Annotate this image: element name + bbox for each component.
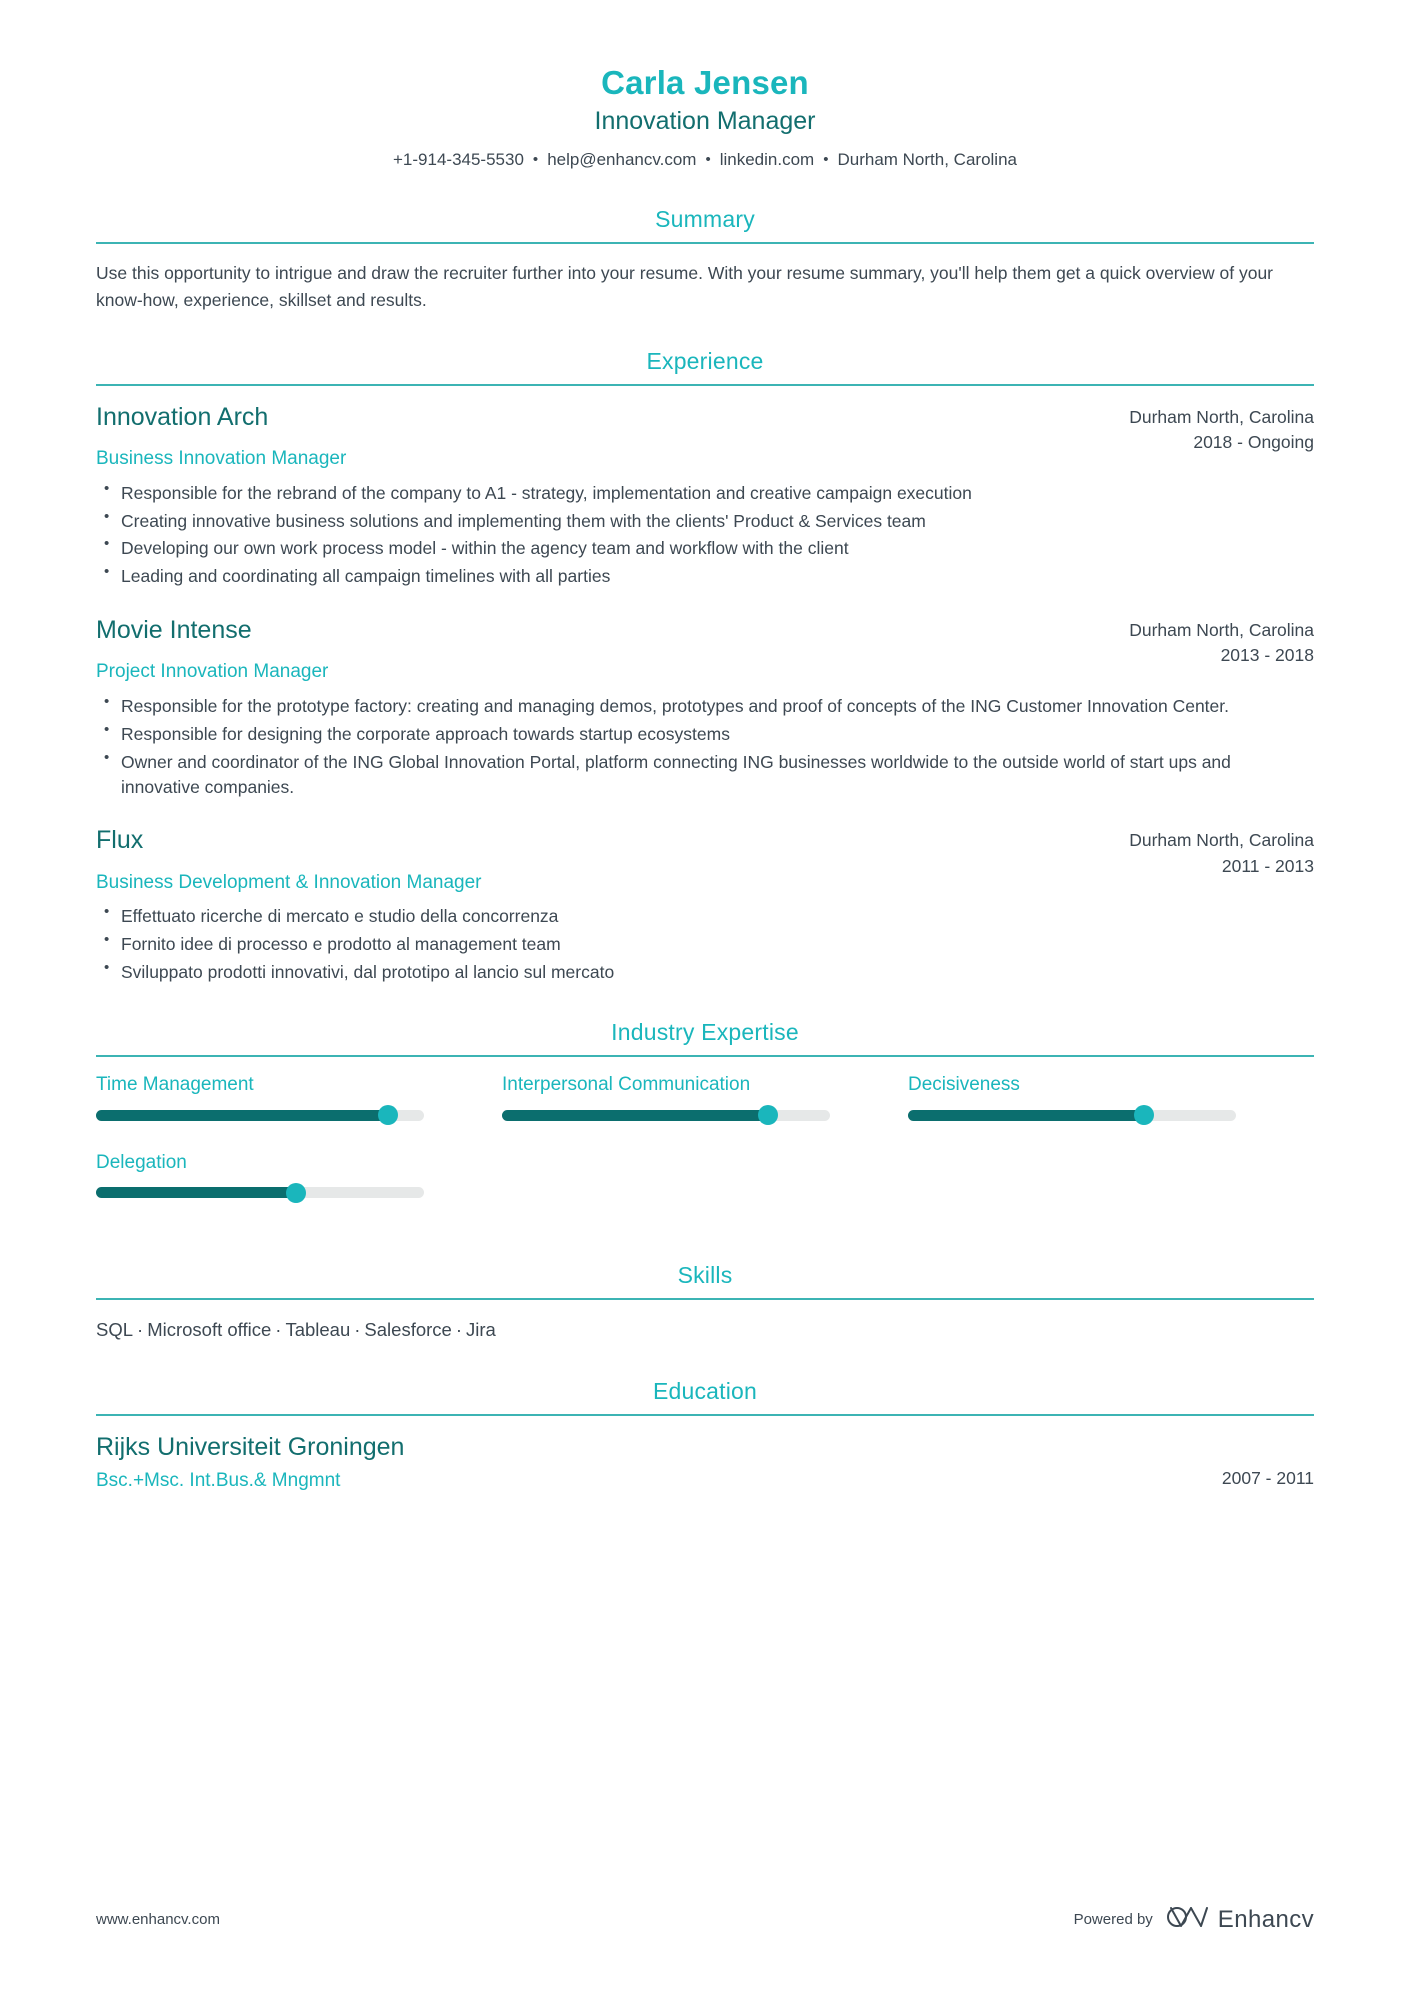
- skill-item: Microsoft office: [147, 1319, 272, 1341]
- expertise-slider[interactable]: [908, 1073, 1314, 1121]
- education-dates: 2007 - 2011: [1221, 1468, 1314, 1489]
- experience-entry: [96, 402, 1314, 589]
- slider-fill: [908, 1110, 1144, 1121]
- education-entry-main: [96, 1432, 1222, 1494]
- experience-entry-header: [96, 402, 1314, 472]
- expertise-slider[interactable]: [96, 1073, 502, 1121]
- company-name: Movie Intense: [96, 616, 252, 645]
- contact-item[interactable]: linkedin.com: [719, 149, 815, 169]
- degree-name: Bsc.+Msc. Int.Bus.& Mngmnt: [96, 1470, 341, 1492]
- job-bullet: • Responsible for the prototype factory: creating and managing demos, prototypes and proof of concepts of the ING Customer Innovation Center.: [96, 694, 1314, 719]
- expertise-label: Interpersonal Communication: [501, 1073, 751, 1095]
- experience-entry-main: [96, 825, 1129, 895]
- job-bullet: • Responsible for designing the corporate approach towards startup ecosystems: [96, 722, 1314, 747]
- job-bullet: • Owner and coordinator of the ING Global Innovation Portal, platform connecting ING businesses worldwide to the outside world of start ups and innovative companies.: [96, 750, 1314, 800]
- contact-line: [96, 148, 1314, 172]
- section-title-summary: Summary: [655, 205, 755, 232]
- enhancv-brand-name: Enhancv: [1217, 1905, 1314, 1933]
- job-location: Durham North, Carolina: [1129, 406, 1314, 427]
- resume-header: [96, 62, 1314, 172]
- expertise-label: Decisiveness: [907, 1073, 1020, 1095]
- skill-item: SQL: [96, 1319, 134, 1341]
- job-bullet: • Creating innovative business solutions and implementing them with the clients' Product & Services team: [96, 509, 1314, 534]
- experience-entry-main: [96, 615, 1129, 685]
- contact-separator: •: [823, 150, 829, 168]
- contact-item[interactable]: Durham North, Carolina: [837, 149, 1017, 169]
- job-bullet: • Responsible for the rebrand of the company to A1 - strategy, implementation and creative campaign execution: [96, 481, 1314, 506]
- section-title-experience: Experience: [646, 347, 764, 374]
- job-bullet: • Leading and coordinating all campaign timelines with all parties: [96, 564, 1314, 589]
- contact-item[interactable]: +1-914-345-5530: [393, 149, 524, 169]
- contact-separator: •: [705, 150, 711, 168]
- skills-line: [96, 1316, 1314, 1344]
- job-dates: 2011 - 2013: [1221, 855, 1314, 876]
- expertise-body: [96, 1057, 1314, 1229]
- experience-list: [96, 386, 1314, 985]
- job-dates: 2018 - Ongoing: [1193, 431, 1314, 452]
- candidate-name: Carla Jensen: [601, 64, 809, 101]
- skill-item: Tableau: [285, 1319, 351, 1341]
- expertise-slider[interactable]: [502, 1073, 908, 1121]
- slider-track[interactable]: [96, 1110, 424, 1121]
- section-skills: [96, 1262, 1314, 1344]
- slider-knob[interactable]: [758, 1105, 778, 1125]
- experience-entry-main: [96, 402, 1129, 472]
- page-footer: [96, 1904, 1314, 1935]
- contact-item[interactable]: help@enhancv.com: [547, 149, 697, 169]
- candidate-job-title: Innovation Manager: [594, 107, 816, 136]
- section-summary: [96, 206, 1314, 314]
- education-list: [96, 1416, 1314, 1494]
- job-bullet: • Effettuato ricerche di mercato e studio della concorrenza: [96, 904, 1314, 929]
- section-title-skills: Skills: [677, 1262, 733, 1289]
- slider-knob[interactable]: [1134, 1105, 1154, 1125]
- experience-entry: [96, 615, 1314, 799]
- experience-entry-meta: [1129, 615, 1314, 667]
- slider-track[interactable]: [96, 1187, 424, 1198]
- job-role-title: Project Innovation Manager: [96, 661, 329, 683]
- expertise-label: Delegation: [96, 1151, 187, 1173]
- experience-entry-header: [96, 615, 1314, 685]
- footer-url[interactable]: www.enhancv.com: [96, 1911, 220, 1928]
- skill-separator: ·: [354, 1319, 361, 1341]
- experience-entry: [96, 825, 1314, 984]
- school-name: Rijks Universiteit Groningen: [96, 1433, 405, 1462]
- job-role-title: Business Development & Innovation Manager: [96, 871, 482, 893]
- job-bullet: • Fornito idee di processo e prodotto al management team: [96, 932, 1314, 957]
- job-bullet-list: [96, 481, 1314, 589]
- education-entry: [96, 1432, 1314, 1494]
- job-dates: 2013 - 2018: [1220, 645, 1314, 666]
- slider-fill: [96, 1110, 388, 1121]
- expertise-label: Time Management: [96, 1073, 254, 1095]
- job-bullet: • Sviluppato prodotti innovativi, dal prototipo al lancio sul mercato: [96, 960, 1314, 985]
- skill-separator: ·: [137, 1319, 144, 1341]
- section-industry-expertise: [96, 1019, 1314, 1229]
- enhancv-logo: [1167, 1904, 1314, 1935]
- expertise-sliders: [96, 1073, 1314, 1229]
- section-experience: [96, 348, 1314, 985]
- skills-body: [96, 1300, 1314, 1344]
- company-name: Flux: [96, 826, 144, 855]
- footer-brand: [1074, 1904, 1314, 1935]
- skill-item: Salesforce: [364, 1319, 452, 1341]
- section-title-education: Education: [652, 1378, 758, 1405]
- experience-entry-meta: [1129, 402, 1314, 454]
- job-location: Durham North, Carolina: [1129, 620, 1314, 641]
- slider-knob[interactable]: [378, 1105, 398, 1125]
- contact-separator: •: [532, 150, 539, 168]
- job-role-title: Business Innovation Manager: [96, 448, 347, 470]
- section-title-industry-expertise: Industry Expertise: [611, 1018, 799, 1045]
- job-bullet: • Developing our own work process model - within the agency team and workflow with the client: [96, 536, 1314, 561]
- experience-entry-header: [96, 825, 1314, 895]
- experience-entry-meta: [1129, 825, 1314, 877]
- job-location: Durham North, Carolina: [1129, 830, 1314, 851]
- powered-by-label: Powered by: [1073, 1911, 1153, 1928]
- expertise-slider[interactable]: [96, 1151, 502, 1199]
- skill-separator: ·: [275, 1319, 282, 1341]
- slider-fill: [502, 1110, 768, 1121]
- section-education: [96, 1378, 1314, 1494]
- slider-fill: [96, 1187, 296, 1198]
- job-bullet-list: [96, 904, 1314, 985]
- summary-body: [96, 244, 1314, 314]
- skill-separator: ·: [455, 1319, 462, 1341]
- summary-text: Use this opportunity to intrigue and draw the recruiter further into your resume. With your resume summary, you'll help them get a quick overview of your know-how, experience, skillset and results.: [96, 262, 1274, 310]
- company-name: Innovation Arch: [96, 402, 269, 431]
- slider-track[interactable]: [502, 1110, 830, 1121]
- skill-item: Jira: [466, 1319, 496, 1341]
- slider-knob[interactable]: [286, 1183, 306, 1203]
- job-bullet-list: [96, 694, 1314, 799]
- enhancv-mark-icon: [1167, 1904, 1209, 1935]
- slider-track[interactable]: [908, 1110, 1236, 1121]
